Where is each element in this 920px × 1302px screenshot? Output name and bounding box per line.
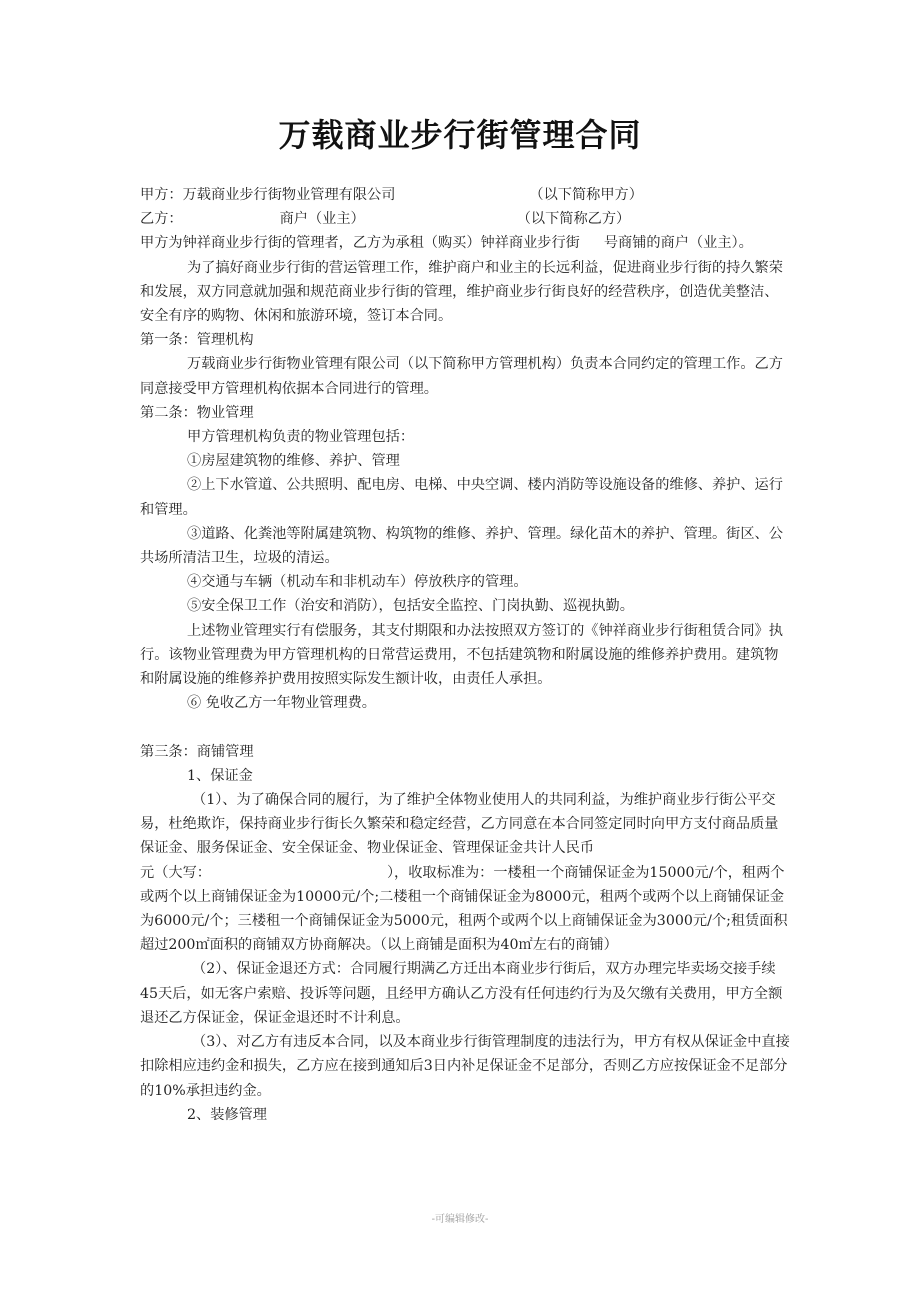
article2-heading: 第二条：物业管理	[140, 404, 254, 421]
purpose-paragraph: 为了搞好商业步行街的营运管理工作，维护商户和业主的长远利益，促进商业步行街的持久繁荣和发展，双方同意就加强和规范商业步行街的管理，维护商业步行街良好的经营秩序，创造优美整洁、安全有序的购物、休闲和旅游环境，签订本合同。	[140, 259, 783, 325]
party-b-note: （以下简称乙方）	[516, 211, 631, 228]
party-a-label: 甲方：万载商业步行街物业管理有限公司	[140, 187, 396, 203]
article2-item-3: ③道路、化粪池等附属建筑物、构筑物的维修、养护、管理。绿化苗木的养护、管理。街区、公共场所清洁卫生，垃圾的清运。	[140, 525, 783, 567]
spacer	[140, 715, 790, 739]
article3-sub2: 2、装修管理	[187, 1106, 267, 1123]
intro-paragraph	[140, 231, 790, 255]
article1-text: 万载商业步行街物业管理有限公司（以下简称甲方管理机构）负责本合同约定的管理工作。乙方同意接受甲方管理机构依据本合同进行的管理。	[140, 356, 783, 397]
article3-p2: （2）、保证金退还方式：合同履行期满乙方迁出本商业步行街后，双方办理完毕卖场交接手续45天后，如无客户索赔、投诉等问题，且经甲方确认乙方没有任何违约行为及欠缴有关费用，甲方全额退还乙方保证金，保证金退还时不计利息。	[140, 961, 783, 1026]
document-body	[140, 183, 790, 1127]
intro-part2: 号商铺的商户（业主）。	[603, 235, 753, 252]
party-b-label: 乙方：	[140, 211, 183, 228]
article2-exempt: ⑥ 免收乙方一年物业管理费。	[187, 695, 376, 712]
article2-item-2: ②上下水管道、公共照明、配电房、电梯、中央空调、楼内消防等设施设备的维修、养护、运行和管理。	[140, 477, 783, 518]
article2-item-4: ④交通与车辆（机动车和非机动车）停放秩序的管理。	[187, 574, 528, 591]
article3-p1	[140, 788, 790, 957]
article3-p3: （3）、对乙方有违反本合同，以及本商业步行街管理制度的违法行为，甲方有权从保证金中直接扣除相应违约金和损失，乙方应在接到通知后3日内补足保证金不足部分，否则乙方应按保证金不足部分的10%承担违约金。	[140, 1034, 790, 1099]
article2-fee: 上述物业管理实行有偿服务，其支付期限和办法按照双方签订的《钟祥商业步行街租赁合同》执行。该物业管理费为甲方管理机构的日常营运费用，不包括建筑物和附属设施的维修养护费用。建筑物和附属设施的维修养护费用按照实际发生额计收，由责任人承担。	[140, 622, 783, 688]
article3-sub1: 1、保证金	[187, 767, 253, 784]
party-a-note: （以下简称甲方）	[529, 187, 643, 203]
article3-heading: 第三条：商铺管理	[140, 743, 254, 760]
party-a-line	[140, 183, 790, 207]
article2-item-1: ①房屋建筑物的维修、养护、管理	[187, 453, 400, 470]
intro-part1: 甲方为钟祥商业步行街的管理者，乙方为承租（购买）钟祥商业步行街	[140, 235, 580, 252]
article3-p1-part1: （1）、为了确保合同的履行，为了维护全体物业使用人的共同利益，为维护商业步行街公平交易，杜绝欺诈，保持商业步行街长久繁荣和稳定经营，乙方同意在本合同签定同时向甲方支付商品质量保证金、服务保证金、安全保证金、物业保证金、管理保证金共计人民币	[140, 792, 779, 857]
article1-heading: 第一条：管理机构	[140, 332, 254, 349]
party-b-role: 商户（业主）	[279, 211, 365, 228]
party-b-line	[140, 207, 790, 231]
article3-p1-yuan: 元（大写：	[140, 864, 211, 881]
article3-p1-part2: ），收取标准为：一楼租一个商铺保证金为15000元/个，租两个或两个以上商铺保证金为10000元/个;二楼租一个商铺保证金为8000元，租两个或两个以上商铺保证金为6000元/个；三楼租一个商铺保证金为5000元，租两个或两个以上商铺保证金为3000元/个;租赁面积超过200㎡面积的商铺双方协商解决。（以上商铺是面积为40㎡左右的商铺）	[140, 864, 788, 954]
document-title: 万载商业步行街管理合同	[278, 116, 642, 154]
article2-lead: 甲方管理机构负责的物业管理包括：	[187, 429, 415, 446]
article2-item-5: ⑤安全保卫工作（治安和消防），包括安全监控、门岗执勤、巡视执勤。	[187, 598, 634, 615]
footer-note: -可编辑修改-	[431, 1214, 489, 1225]
